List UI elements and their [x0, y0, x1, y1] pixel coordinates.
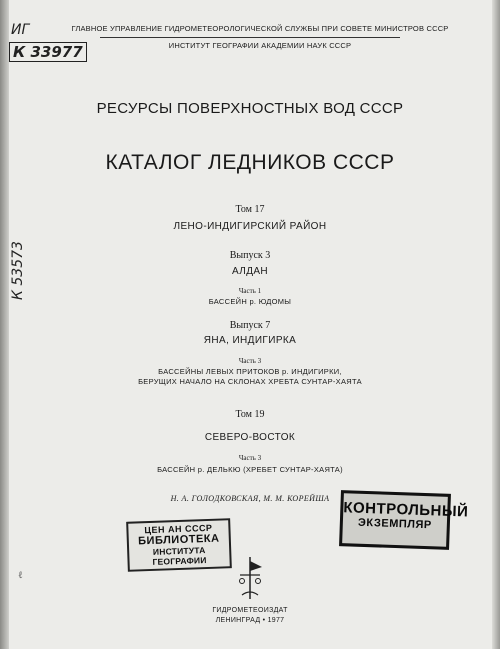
authors: Н. А. ГОЛОДКОВСКАЯ, М. М. КОРЕЙША — [170, 494, 330, 503]
issue7-label: Выпуск 7 — [229, 320, 271, 331]
handwritten-inventory-number: К 33977 — [9, 42, 87, 62]
library-stamp — [126, 518, 232, 572]
library-stamp-line2: БИБЛИОТЕКА — [137, 532, 220, 548]
main-title: КАТАЛОГ ЛЕДНИКОВ СССР — [105, 151, 395, 174]
library-stamp-line3: ИНСТИТУТА ГЕОГРАФИИ — [152, 545, 207, 567]
library-stamp-line1: ЦЕН АН СССР — [144, 522, 213, 536]
part3-line1: БАССЕЙНЫ ЛЕВЫХ ПРИТОКОВ р. ИНДИГИРКИ, — [158, 367, 342, 376]
publisher-emblem-icon — [232, 555, 268, 601]
issue3-label: Выпуск 3 — [229, 250, 271, 261]
volume19-region: СЕВЕРО-ВОСТОК — [204, 432, 296, 443]
header-divider — [100, 37, 400, 38]
handwritten-mark-top: ИГ — [11, 22, 30, 38]
part1-name: БАССЕЙН р. ЮДОМЫ — [208, 297, 292, 306]
control-copy-stamp — [339, 490, 469, 550]
issue7-name: ЯНА, ИНДИГИРКА — [203, 335, 297, 346]
part3-line2: БЕРУЩИХ НАЧАЛО НА СКЛОНАХ ХРЕБТА СУНТАР-ХАЯТА — [138, 377, 362, 386]
series-title: РЕСУРСЫ ПОВЕРХНОСТНЫХ ВОД СССР — [96, 100, 404, 117]
issue3-name: АЛДАН — [231, 266, 269, 277]
volume19-part3-label: Часть 3 — [238, 454, 262, 462]
handwritten-side-number: К 53573 — [10, 241, 26, 300]
margin-scribble: ℓ — [18, 570, 23, 581]
publisher-place-year: ЛЕНИНГРАД • 1977 — [215, 617, 285, 624]
header-institute: ИНСТИТУТ ГЕОГРАФИИ АКАДЕМИИ НАУК СССР — [168, 41, 352, 50]
volume17-label: Том 17 — [235, 204, 265, 215]
volume17-region: ЛЕНО-ИНДИГИРСКИЙ РАЙОН — [173, 221, 327, 232]
volume19-label: Том 19 — [235, 409, 265, 420]
control-stamp-line1: КОНТРОЛЬНЫЙ — [343, 499, 469, 521]
part3-label: Часть 3 — [238, 357, 262, 365]
volume19-part3-name: БАССЕЙН р. ДЕЛЬКЮ (ХРЕБЕТ СУНТАР-ХАЯТА) — [157, 465, 343, 474]
publisher-name: ГИДРОМЕТЕОИЗДАТ — [212, 607, 288, 614]
part1-label: Часть 1 — [238, 287, 262, 295]
control-stamp-line2: ЭКЗЕМПЛЯР — [357, 516, 432, 532]
header-agency: ГЛАВНОЕ УПРАВЛЕНИЕ ГИДРОМЕТЕОРОЛОГИЧЕСКОЙ СЛУЖБЫ ПРИ СОВЕТЕ МИНИСТРОВ СССР — [71, 24, 449, 33]
